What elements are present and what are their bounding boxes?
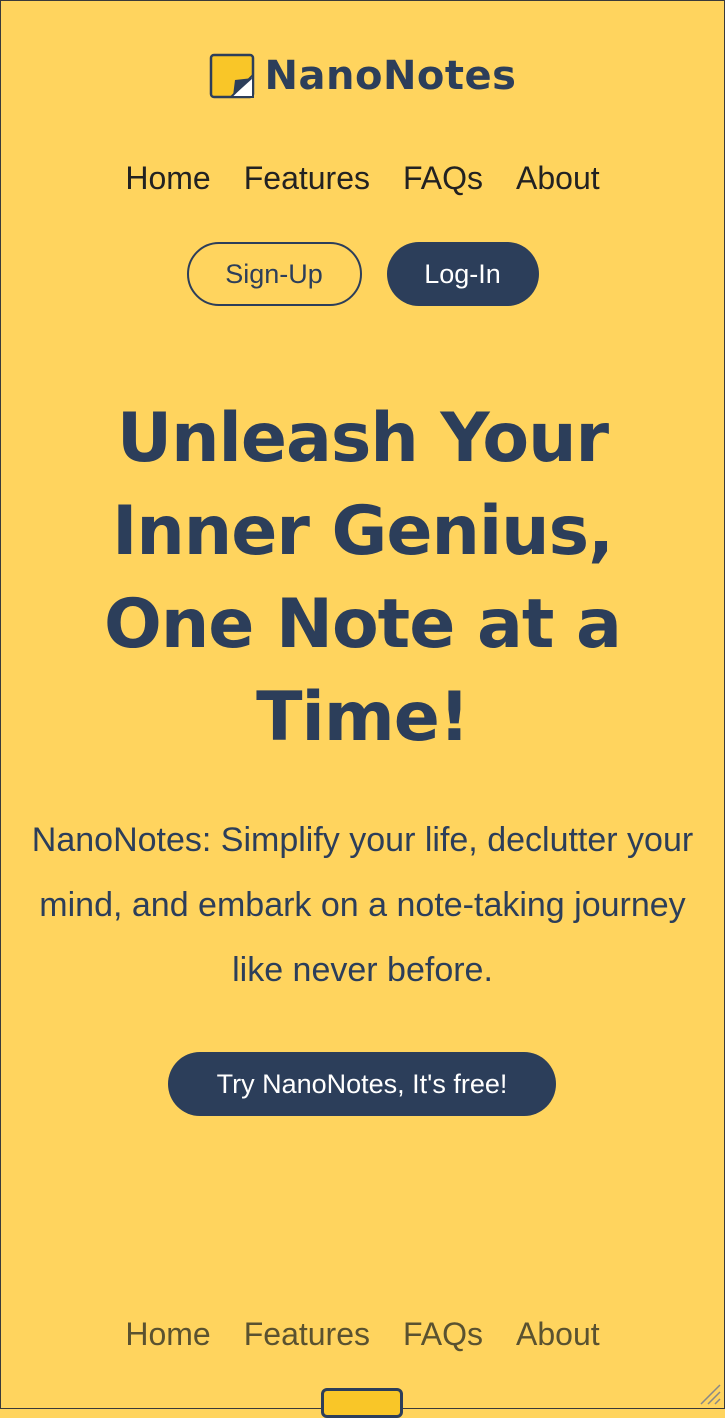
nav-link-about[interactable]: About: [516, 160, 600, 196]
footer-link-home[interactable]: Home: [125, 1316, 211, 1352]
hero-title: Unleash Your Inner Genius, One Note at a Time!: [104, 399, 621, 757]
resize-handle-icon[interactable]: [699, 1383, 721, 1405]
brand-header[interactable]: [0, 52, 725, 100]
try-free-button[interactable]: Try NanoNotes, It's free!: [168, 1052, 556, 1116]
nav-link-features[interactable]: Features: [243, 160, 370, 196]
nav-link-home[interactable]: Home: [125, 160, 211, 196]
sticky-note-icon: [209, 52, 255, 100]
footer-link-about[interactable]: About: [516, 1316, 600, 1352]
auth-buttons: [0, 242, 725, 306]
login-button[interactable]: Log-In: [387, 242, 539, 306]
hero-subtitle: NanoNotes: Simplify your life, declutter your mind, and embark on a note-taking journey like never before.: [31, 821, 694, 989]
footer-link-faqs[interactable]: FAQs: [403, 1316, 484, 1352]
footer-link-features[interactable]: Features: [243, 1316, 370, 1352]
signup-button[interactable]: Sign-Up: [187, 242, 362, 306]
nav-link-faqs[interactable]: FAQs: [403, 160, 484, 196]
top-nav: [0, 160, 725, 197]
footer-logo-icon: [321, 1388, 403, 1418]
footer-nav: [0, 1316, 725, 1353]
brand-name: NanoNotes: [264, 53, 517, 99]
